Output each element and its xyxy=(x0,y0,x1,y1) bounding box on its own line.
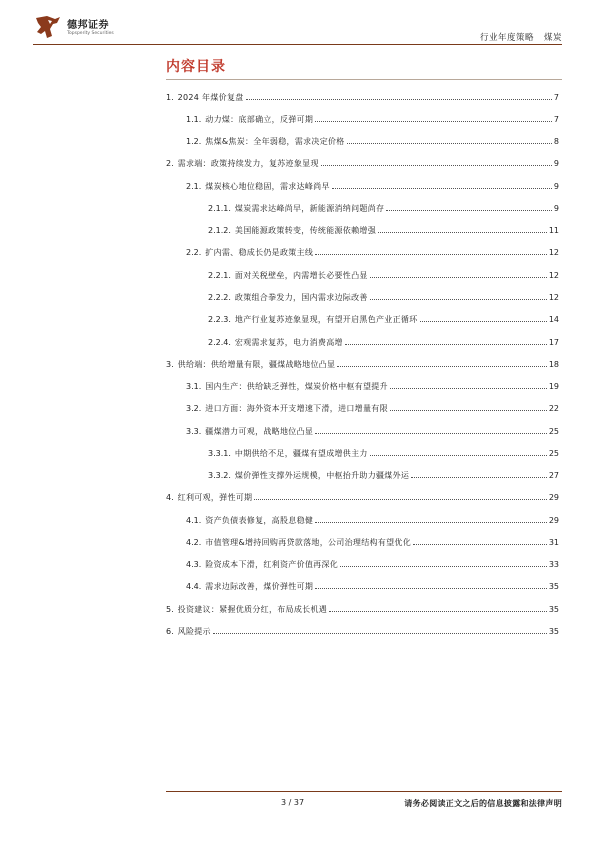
toc-dot-leader xyxy=(370,299,547,300)
toc-dot-leader xyxy=(411,477,547,478)
toc-dot-leader xyxy=(390,410,547,411)
toc-entry[interactable] xyxy=(166,175,559,197)
toc-entry-title: 政策组合拳发力，国内需求边际改善 xyxy=(234,293,368,303)
legal-disclaimer: 请务必阅读正文之后的信息披露和法律声明 xyxy=(404,799,562,808)
toc-entry[interactable] xyxy=(166,353,559,375)
toc-entry-title: 需求边际改善，煤价弹性可期 xyxy=(205,582,314,592)
toc-entry-title: 红利可观，弹性可期 xyxy=(177,493,253,503)
page-number: 3 / 37 xyxy=(281,798,305,807)
toc-entry[interactable] xyxy=(166,153,559,175)
toc-entry[interactable] xyxy=(166,86,559,108)
toc-entry[interactable] xyxy=(166,242,559,264)
toc-entry-page: 12 xyxy=(548,270,559,280)
toc-entry-page: 9 xyxy=(553,181,559,191)
toc-title: 内容目录 xyxy=(166,59,226,75)
toc-entry-number: 3.3.2. xyxy=(208,471,231,481)
toc-dot-leader xyxy=(347,143,552,144)
toc-entry[interactable] xyxy=(166,465,559,487)
toc-entry-number: 3.2. xyxy=(186,404,202,414)
toc-entry-page: 29 xyxy=(548,493,559,503)
toc-entry[interactable] xyxy=(166,487,559,509)
toc-dot-leader xyxy=(329,611,547,612)
toc-entry-title: 动力煤：底部确立，反弹可期 xyxy=(205,114,314,124)
toc-entry[interactable] xyxy=(166,420,559,442)
toc-entry-number: 4.4. xyxy=(186,582,202,592)
toc-entry-page: 35 xyxy=(548,582,559,592)
toc-entry-number: 2.2.3. xyxy=(208,315,231,325)
toc-entry[interactable] xyxy=(166,197,559,219)
toc-entry-page: 33 xyxy=(548,560,559,570)
toc-entry-page: 22 xyxy=(548,404,559,414)
toc-entry-title: 需求端：政策持续发力，复苏迹象显现 xyxy=(177,159,319,169)
toc-entry-title: 中期供给不足，疆煤有望成增供主力 xyxy=(234,448,368,458)
toc-entry-number: 3.3.1. xyxy=(208,448,231,458)
toc-dot-leader xyxy=(246,99,552,100)
toc-entry[interactable] xyxy=(166,620,559,642)
toc-dot-leader xyxy=(420,321,547,322)
toc-dot-leader xyxy=(378,232,547,233)
toc-entry-title: 投资建议：紧握优质分红，布局成长机遇 xyxy=(177,604,328,614)
toc-entry-page: 14 xyxy=(548,315,559,325)
toc-entry-number: 4.2. xyxy=(186,537,202,547)
toc-entry-number: 4.3. xyxy=(186,560,202,570)
toc-entry-number: 2.2. xyxy=(186,248,202,258)
toc-entry-page: 9 xyxy=(553,159,559,169)
toc-dot-leader xyxy=(315,121,552,122)
toc-dot-leader xyxy=(370,455,547,456)
toc-dot-leader xyxy=(390,388,547,389)
toc-entry[interactable] xyxy=(166,442,559,464)
toc-entry-number: 2.1.2. xyxy=(208,226,231,236)
toc-entry-title: 美国能源政策转变，传统能源依赖增强 xyxy=(234,226,377,236)
toc-dot-leader xyxy=(370,277,547,278)
toc-dot-leader xyxy=(386,210,552,211)
toc-title-divider xyxy=(166,79,562,80)
toc-entry[interactable] xyxy=(166,554,559,576)
toc-entry-page: 18 xyxy=(548,359,559,369)
toc-entry-title: 煤炭需求达峰尚早，新能源消纳问题尚存 xyxy=(234,203,385,213)
toc-entry-title: 扩内需、稳成长仍是政策主线 xyxy=(205,248,314,258)
toc-entry-title: 煤炭核心地位稳固，需求达峰尚早 xyxy=(205,181,330,191)
toc-entry-page: 35 xyxy=(548,604,559,614)
toc-entry-title: 2024 年煤价复盘 xyxy=(177,92,244,102)
toc-entry-number: 3. xyxy=(166,359,174,369)
toc-entry-page: 27 xyxy=(548,471,559,481)
toc-dot-leader xyxy=(254,499,546,500)
toc-dot-leader xyxy=(332,188,552,189)
toc-entry-title: 焦煤&焦炭：全年弱稳，需求决定价格 xyxy=(205,137,345,147)
toc-entry-page: 11 xyxy=(548,226,559,236)
table-of-contents xyxy=(166,86,559,643)
toc-entry-title: 资产负债表修复，高股息稳健 xyxy=(205,515,314,525)
toc-entry[interactable] xyxy=(166,375,559,397)
toc-dot-leader xyxy=(315,254,547,255)
toc-entry-number: 3.3. xyxy=(186,426,202,436)
report-type: 行业年度策略 xyxy=(479,33,534,43)
toc-entry[interactable] xyxy=(166,598,559,620)
toc-entry[interactable] xyxy=(166,331,559,353)
toc-entry-title: 疆煤潜力可观，战略地位凸显 xyxy=(205,426,314,436)
toc-entry-title: 风险提示 xyxy=(177,627,211,636)
toc-entry-number: 1.2. xyxy=(186,137,202,147)
toc-entry-number: 2.2.4. xyxy=(208,337,231,347)
report-category xyxy=(480,31,562,43)
toc-entry-page: 35 xyxy=(548,627,559,636)
footer-divider xyxy=(166,791,562,792)
toc-entry-page: 12 xyxy=(548,248,559,258)
toc-entry[interactable] xyxy=(166,264,559,286)
toc-entry[interactable] xyxy=(166,576,559,598)
toc-entry-number: 2. xyxy=(166,159,174,169)
toc-entry-number: 2.1.1. xyxy=(208,203,231,213)
toc-entry-page: 25 xyxy=(548,448,559,458)
toc-entry-page: 19 xyxy=(548,382,559,392)
toc-entry[interactable] xyxy=(166,509,559,531)
toc-dot-leader xyxy=(337,366,546,367)
toc-entry-title: 地产行业复苏迹象显现，有望开启黑色产业正循环 xyxy=(234,315,418,325)
header-divider xyxy=(33,44,562,45)
toc-dot-leader xyxy=(213,633,547,634)
toc-entry-number: 2.2.2. xyxy=(208,293,231,303)
toc-entry-page: 9 xyxy=(553,203,559,213)
toc-entry[interactable] xyxy=(166,531,559,553)
toc-entry-title: 市值管理&增持回购再贷款落地，公司治理结构有望优化 xyxy=(205,537,412,547)
toc-dot-leader xyxy=(315,433,547,434)
toc-entry[interactable] xyxy=(166,398,559,420)
toc-entry-title: 供给端：供给增量有限，疆煤战略地位凸显 xyxy=(177,359,336,369)
toc-entry[interactable] xyxy=(166,309,559,331)
toc-dot-leader xyxy=(321,165,552,166)
toc-entry-number: 6. xyxy=(166,627,174,636)
toc-entry-title: 险资成本下滑，红利资产价值再深化 xyxy=(205,560,339,570)
dragon-logo-icon xyxy=(33,14,63,40)
toc-entry-page: 8 xyxy=(553,137,559,147)
toc-dot-leader xyxy=(413,544,547,545)
toc-entry-page: 31 xyxy=(548,537,559,547)
toc-entry-page: 7 xyxy=(553,92,559,102)
toc-entry-title: 国内生产：供给缺乏弹性，煤炭价格中枢有望提升 xyxy=(205,382,388,392)
toc-entry-page: 17 xyxy=(548,337,559,347)
toc-entry-number: 1.1. xyxy=(186,114,202,124)
toc-entry[interactable] xyxy=(166,220,559,242)
toc-entry-page: 29 xyxy=(548,515,559,525)
logo-english-name: Topsperity Securities xyxy=(67,31,114,36)
toc-entry-title: 面对关税壁垒，内需增长必要性凸显 xyxy=(234,270,368,280)
toc-entry[interactable] xyxy=(166,286,559,308)
toc-entry-title: 宏观需求复苏，电力消费高增 xyxy=(234,337,343,347)
toc-entry[interactable] xyxy=(166,131,559,153)
toc-entry-title: 煤价弹性支撑外运规模，中枢抬升助力疆煤外运 xyxy=(234,471,410,481)
toc-dot-leader xyxy=(340,566,547,567)
company-logo xyxy=(33,14,123,40)
toc-entry[interactable] xyxy=(166,108,559,130)
toc-dot-leader xyxy=(315,522,547,523)
toc-dot-leader xyxy=(315,588,547,589)
toc-dot-leader xyxy=(345,344,547,345)
logo-chinese-name: 德邦证券 xyxy=(67,20,109,31)
toc-entry-number: 4.1. xyxy=(186,515,202,525)
toc-entry-number: 2.1. xyxy=(186,181,202,191)
toc-entry-number: 3.1. xyxy=(186,382,202,392)
toc-entry-number: 1. xyxy=(166,92,174,102)
toc-entry-title: 进口方面：海外资本开支增速下滑，进口增量有限 xyxy=(205,404,388,414)
toc-entry-number: 4. xyxy=(166,493,174,503)
toc-entry-number: 2.2.1. xyxy=(208,270,231,280)
toc-entry-page: 12 xyxy=(548,293,559,303)
report-industry: 煤炭 xyxy=(543,33,562,43)
toc-entry-number: 5. xyxy=(166,604,174,614)
toc-entry-page: 7 xyxy=(553,114,559,124)
toc-entry-page: 25 xyxy=(548,426,559,436)
